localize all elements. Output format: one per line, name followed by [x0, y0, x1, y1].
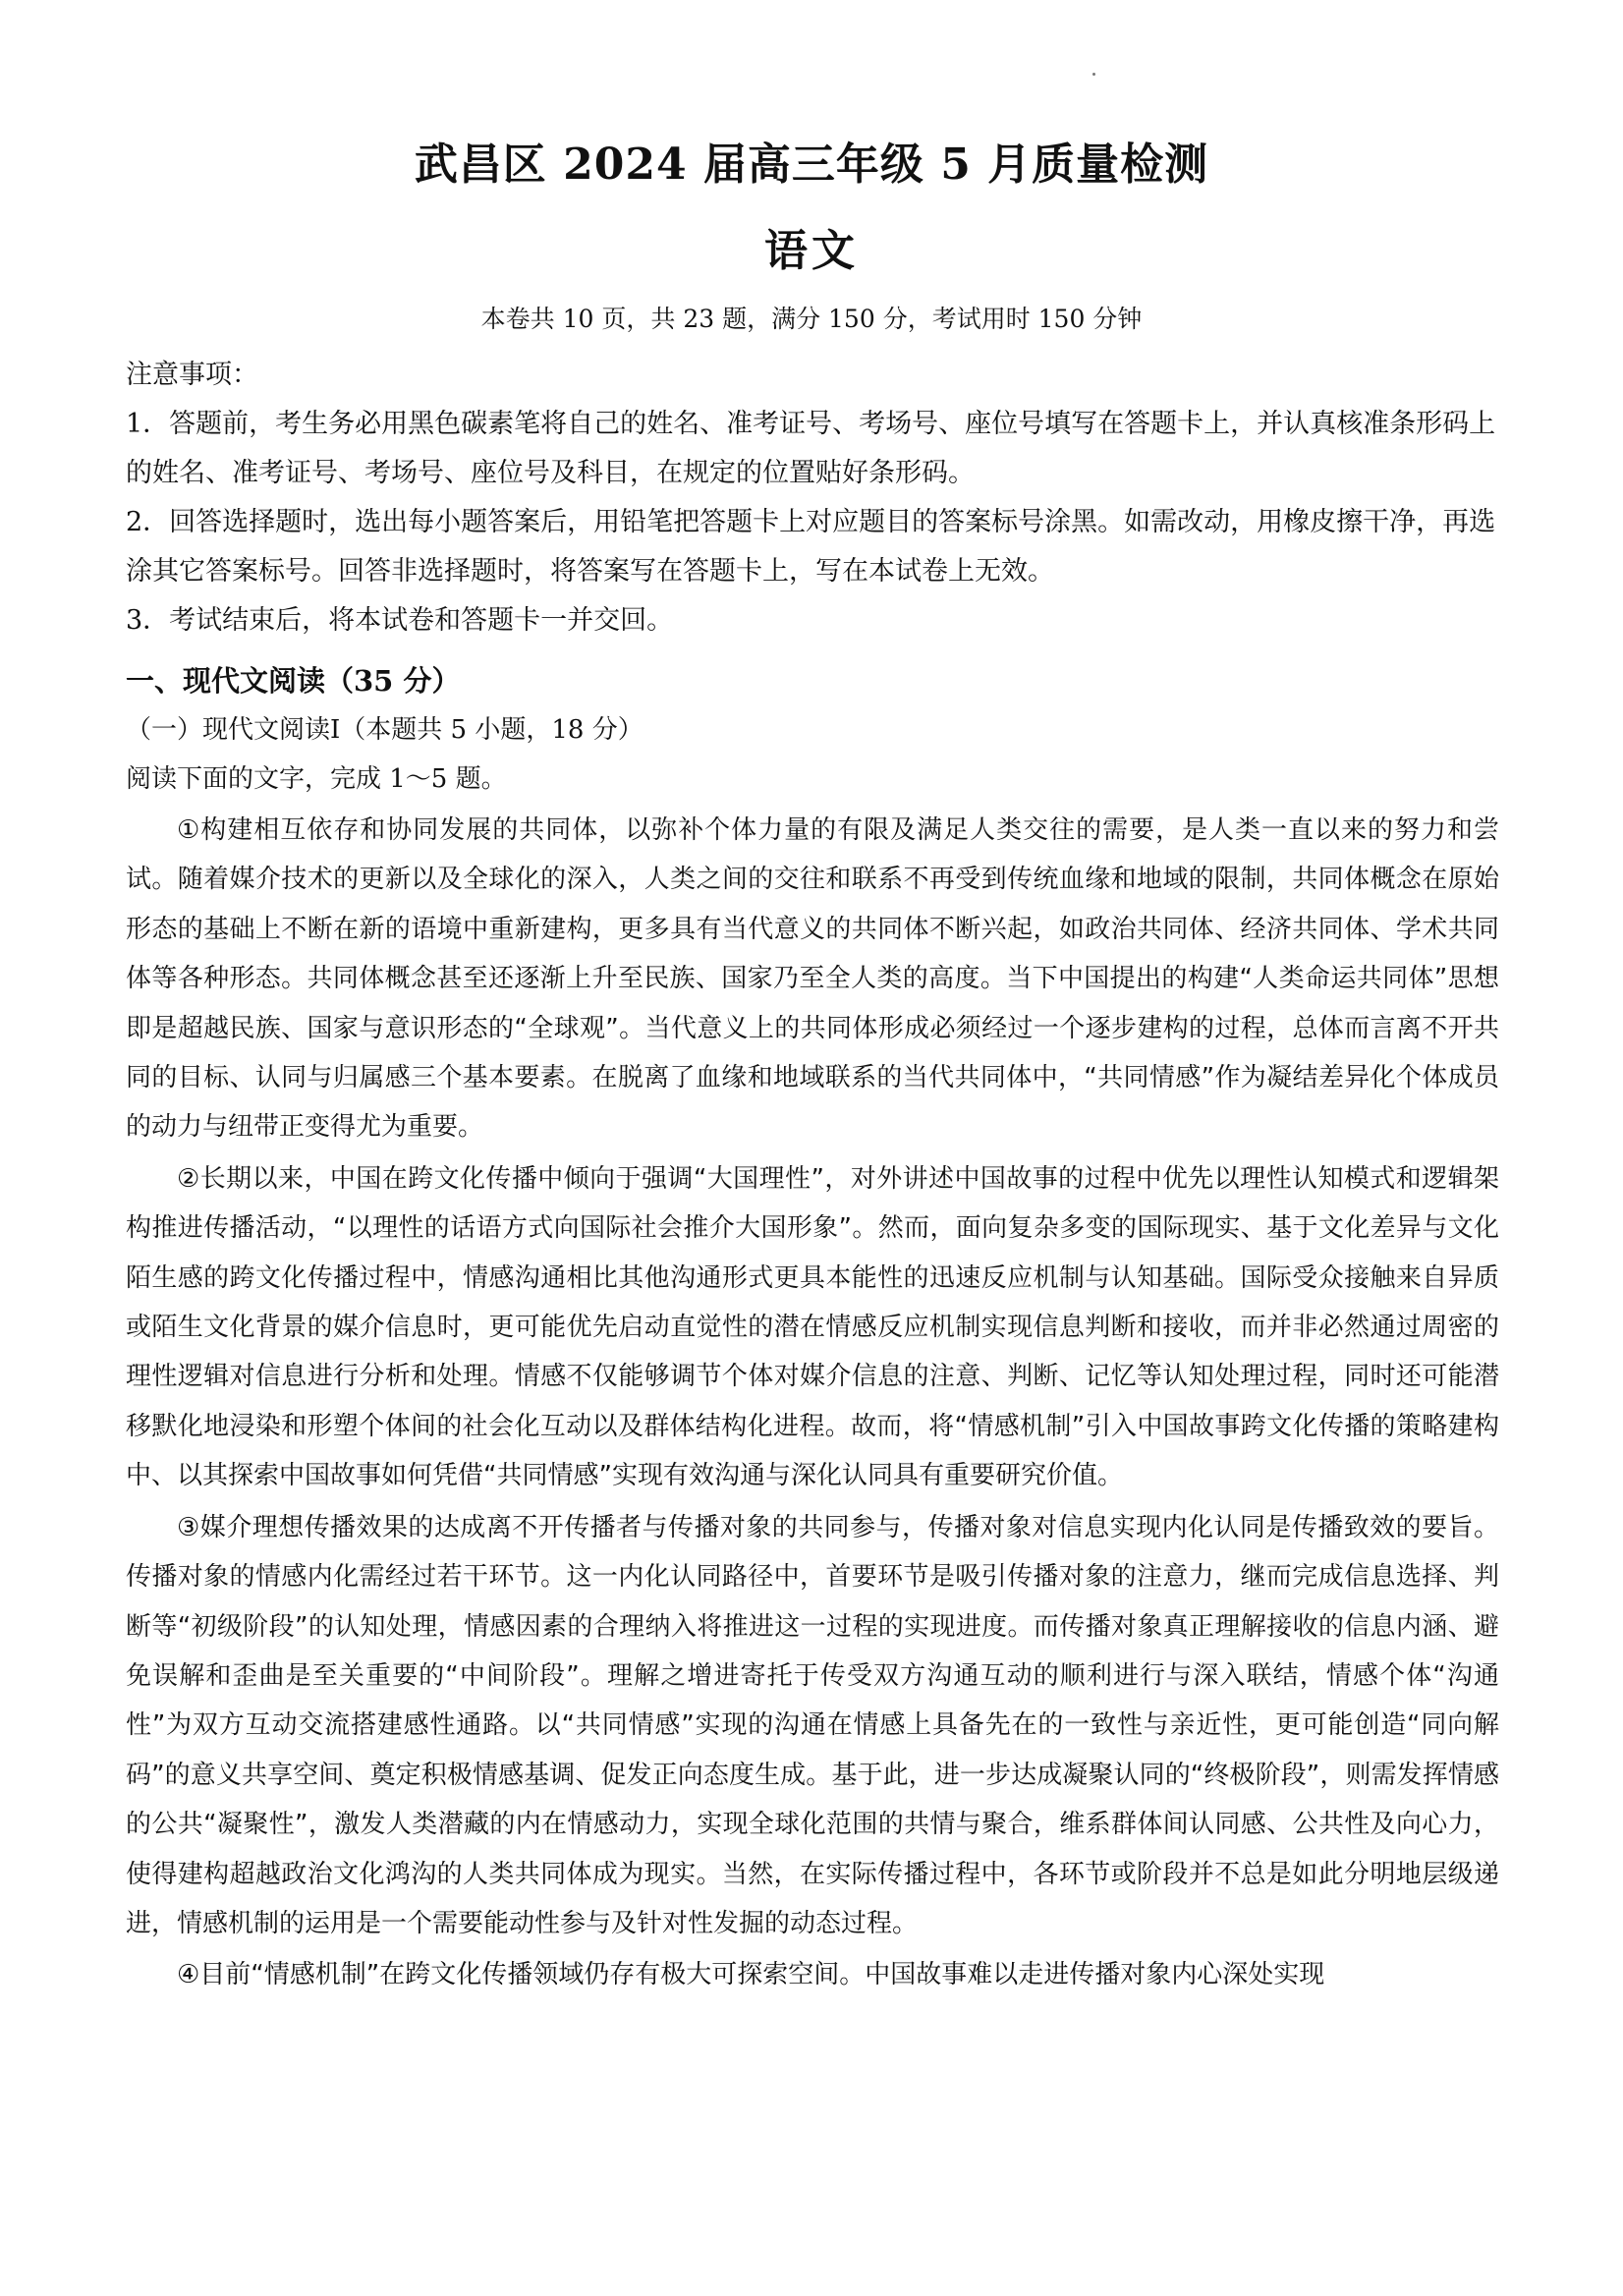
reading-passage	[126, 806, 1499, 2002]
subject-title: 语文	[764, 226, 859, 276]
passage-paragraph: ③媒介理想传播效果的达成离不开传播者与传播对象的共同参与，传播对象对信息实现内化认同是传播致效的要旨。传播对象的情感内化需经过若干环节。这一内化认同路径中，首要环节是吸引传播对象的注意力，继而完成信息选择、判断等“初级阶段”的认知处理，情感因素的合理纳入将推进这一过程的实现进度。而传播对象真正理解接收的信息内涵、避免误解和歪曲是至关重要的“中间阶段”。理解之增进寄托于传受双方沟通互动的顺利进行与深入联结，情感个体“沟通性”为双方互动交流搭建感性通路。以“共同情感”实现的沟通在情感上具备先在的一致性与亲近性，更可能创造“同向解码”的意义共享空间、奠定积极情感基调、促发正向态度生成。基于此，进一步达成凝聚认同的“终极阶段”，则需发挥情感的公共“凝聚性”，激发人类潜藏的内在情感动力，实现全球化范围的共情与聚合，维系群体间认同感、公共性及向心力，使得建构超越政治文化鸿沟的人类共同体成为现实。当然，在实际传播过程中，各环节或阶段并不总是如此分明地层级递进，情感机制的运用是一个需要能动性参与及针对性发掘的动态过程。	[126, 1512, 1499, 1938]
subsection-heading: （一）现代文阅读Ⅰ（本题共 5 小题，18 分）	[126, 715, 644, 745]
note-item: 3．考试结束后，将本试卷和答题卡一并交回。	[126, 605, 674, 636]
note-item: 1．答题前，考生务必用黑色碳素笔将自己的姓名、准考证号、考场号、座位号填写在答题卡上，并认真核准条形码上的姓名、准考证号、考场号、座位号及科目，在规定的位置贴好条形码。	[126, 409, 1496, 488]
exam-title: 武昌区 2024 届高三年级 5 月质量检测	[414, 140, 1209, 190]
exam-info: 本卷共 10 页，共 23 题，满分 150 分，考试用时 150 分钟	[480, 305, 1143, 333]
note-item: 2．回答选择题时，选出每小题答案后，用铅笔把答题卡上对应题目的答案标号涂黑。如需改动，用橡皮擦干净，再选涂其它答案标号。回答非选择题时，将答案写在答题卡上，写在本试卷上无效。	[126, 507, 1496, 587]
reading-instruction: 阅读下面的文字，完成 1～5 题。	[126, 764, 507, 794]
notes-heading: 注意事项：	[126, 360, 258, 390]
passage-paragraph: ①构建相互依存和协同发展的共同体，以弥补个体力量的有限及满足人类交往的需要，是人类一直以来的努力和尝试。随着媒介技术的更新以及全球化的深入，人类之间的交往和联系不再受到传统血缘和地域的限制，共同体概念在原始形态的基础上不断在新的语境中重新建构，更多具有当代意义的共同体不断兴起，如政治共同体、经济共同体、学术共同体等各种形态。共同体概念甚至还逐渐上升至民族、国家乃至全人类的高度。当下中国提出的构建“人类命运共同体”思想即是超越民族、国家与意识形态的“全球观”。当代意义上的共同体形成必须经过一个逐步建构的过程，总体而言离不开共同的目标、认同与归属感三个基本要素。在脱离了血缘和地域联系的当代共同体中，“共同情感”作为凝结差异化个体成员的动力与纽带正变得尤为重要。	[126, 815, 1499, 1143]
scan-dot	[1092, 73, 1095, 76]
section-heading: 一、现代文阅读（35 分）	[126, 664, 461, 698]
passage-paragraph: ④目前“情感机制”在跨文化传播领域仍存有极大可探索空间。中国故事难以走进传播对象内心深处实现	[177, 1960, 1325, 1990]
notes-section	[126, 351, 1499, 645]
passage-paragraph: ②长期以来，中国在跨文化传播中倾向于强调“大国理性”，对外讲述中国故事的过程中优先以理性认知模式和逻辑架构推进传播活动，“以理性的话语方式向国际社会推介大国形象”。然而，面向复杂多变的国际现实、基于文化差异与文化陌生感的跨文化传播过程中，情感沟通相比其他沟通形式更具本能性的迅速反应机制与认知基础。国际受众接触来自异质或陌生文化背景的媒介信息时，更可能优先启动直觉性的潜在情感反应机制实现信息判断和接收，而并非必然通过周密的理性逻辑对信息进行分析和处理。情感不仅能够调节个体对媒介信息的注意、判断、记忆等认知处理过程，同时还可能潜移默化地浸染和形塑个体间的社会化互动以及群体结构化进程。故而，将“情感机制”引入中国故事跨文化传播的策略建构中、以其探索中国故事如何凭借“共同情感”实现有效沟通与深化认同具有重要研究价值。	[126, 1163, 1499, 1491]
